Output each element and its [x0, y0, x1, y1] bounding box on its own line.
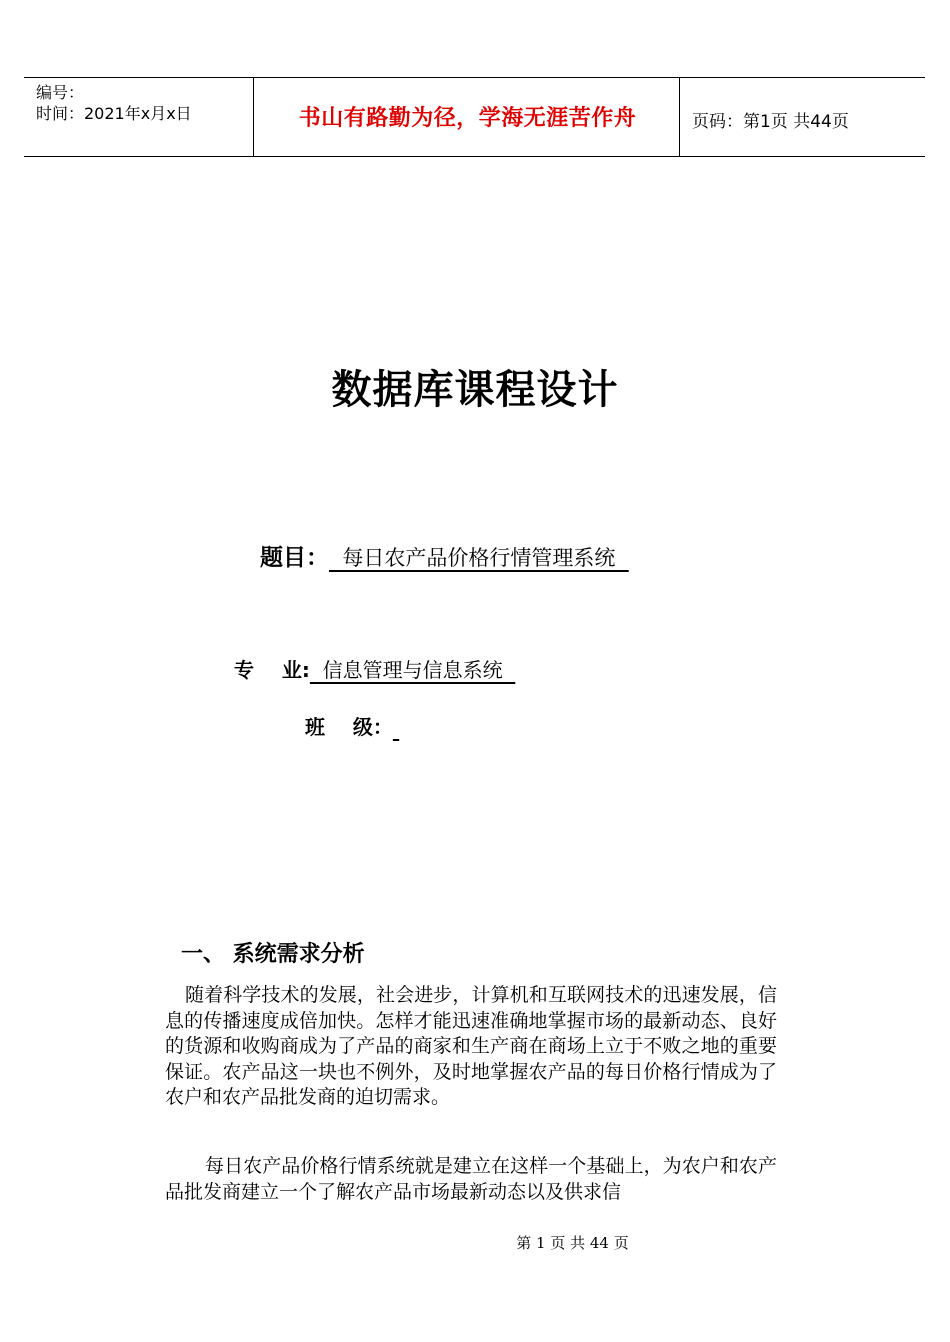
class-value [393, 715, 399, 739]
document-title: 数据库课程设计 [331, 367, 619, 413]
section-heading: 一、 系统需求分析 [181, 942, 365, 967]
time-label: 时间：2021年x月x日 [36, 104, 192, 123]
number-label: 编号： [36, 83, 85, 102]
page-footer: 第 1 页 共 44 页 [516, 1234, 629, 1252]
header-table [24, 77, 925, 157]
topic-field [260, 539, 629, 572]
topic-label: 题目： [260, 545, 329, 571]
major-field [234, 654, 515, 683]
header-page-info: 页码：第1页 共44页 [692, 112, 849, 132]
paragraph-2: 每日农产品价格行情系统就是建立在这样一个基础上，为农户和农产品批发商建立一个了解农产品市场最新动态以及供求信 [165, 1155, 777, 1203]
header-meta [36, 82, 192, 124]
class-field [305, 711, 399, 740]
header-motto: 书山有路勤为径，学海无涯苦作舟 [298, 106, 637, 131]
header-divider [253, 78, 254, 156]
paragraph-1: 随着科学技术的发展，社会进步，计算机和互联网技术的迅速发展，信息的传播速度成倍加快。怎样才能迅速准确地掌握市场的最新动态、良好的货源和收购商成为了产品的商家和生产商在商场上立于不败之地的重要保证。农产品这一块也不例外，及时地掌握农产品的每日价格行情成为了农户和农产品批发商的迫切需求。 [165, 984, 777, 1108]
major-value: 信息管理与信息系统 [309, 658, 516, 682]
class-label: 班 级： [305, 715, 393, 739]
topic-value: 每日农产品价格行情管理系统 [329, 546, 629, 570]
major-label: 专 业: [234, 658, 310, 682]
